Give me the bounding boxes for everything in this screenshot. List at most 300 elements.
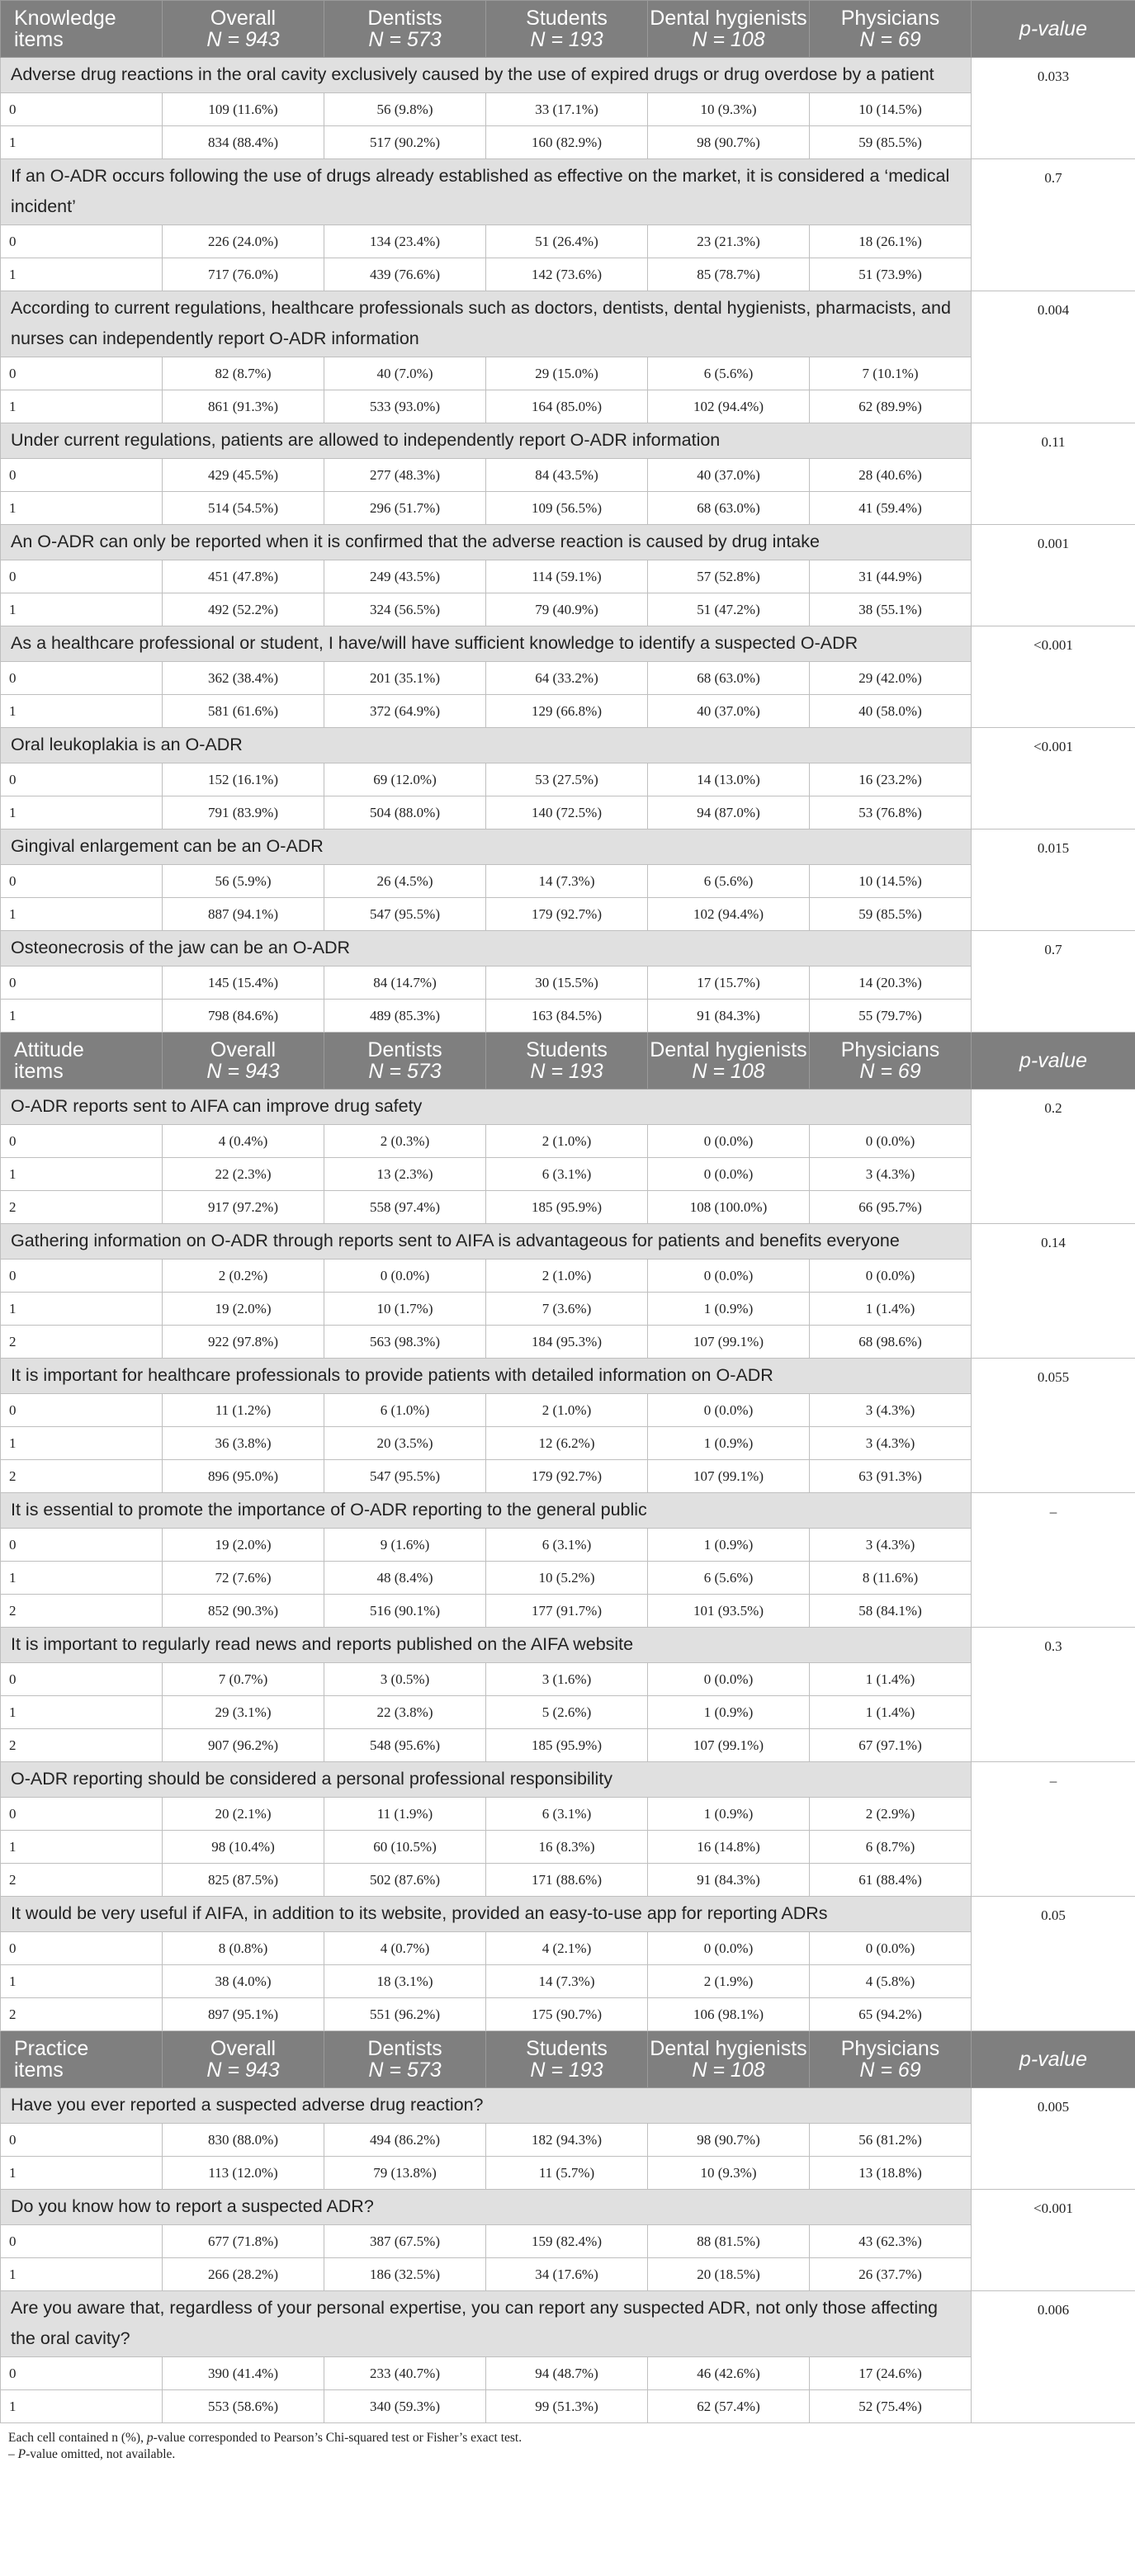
response-cell: 390 (41.4%)	[163, 2357, 324, 2390]
response-cell: 563 (98.3%)	[324, 1326, 486, 1359]
header-label: Students	[526, 2037, 608, 2060]
response-cell: 59 (85.5%)	[810, 126, 972, 159]
response-cell: 3 (4.3%)	[810, 1427, 972, 1460]
response-cell: 159 (82.4%)	[486, 2225, 648, 2258]
header-n: N = 108	[692, 1060, 765, 1083]
response-cell: 504 (88.0%)	[324, 796, 486, 830]
response-cell: 226 (24.0%)	[163, 225, 324, 258]
header-label: Physicians	[840, 2037, 940, 2060]
response-cell: 548 (95.6%)	[324, 1729, 486, 1762]
response-cell: 5 (2.6%)	[486, 1696, 648, 1729]
response-cell: 4 (0.4%)	[163, 1125, 324, 1158]
question-text: It is important to regularly read news and reports published on the AIFA website	[1, 1628, 972, 1663]
question-text: Have you ever reported a suspected adverse drug reaction?	[1, 2088, 972, 2124]
header-n: N = 69	[859, 28, 921, 51]
response-level: 0	[1, 967, 163, 1000]
response-cell: 7 (3.6%)	[486, 1293, 648, 1326]
response-cell: 907 (96.2%)	[163, 1729, 324, 1762]
response-cell: 558 (97.4%)	[324, 1191, 486, 1224]
response-cell: 1 (1.4%)	[810, 1293, 972, 1326]
header-n: N = 108	[692, 28, 765, 51]
response-cell: 66 (95.7%)	[810, 1191, 972, 1224]
response-cell: 6 (5.6%)	[648, 357, 810, 390]
question-text: If an O-ADR occurs following the use of drugs already established as effective on the market, it is considered a ‘medical incident’	[1, 159, 972, 225]
response-cell: 58 (84.1%)	[810, 1595, 972, 1628]
question-row	[1, 2190, 1135, 2225]
response-cell: 551 (96.2%)	[324, 1998, 486, 2031]
response-cell: 677 (71.8%)	[163, 2225, 324, 2258]
question-text: Adverse drug reactions in the oral cavity exclusively caused by the use of expired drugs or drug overdose by a patient	[1, 58, 972, 93]
header-col-students	[486, 1, 648, 58]
response-cell: 16 (14.8%)	[648, 1831, 810, 1864]
header-col-physicians	[810, 2031, 972, 2088]
response-cell: 64 (33.2%)	[486, 662, 648, 695]
response-cell: 1 (1.4%)	[810, 1696, 972, 1729]
response-row	[1, 1864, 1135, 1897]
header-n: N = 943	[206, 28, 280, 51]
table-body	[1, 1, 1135, 2423]
response-cell: 67 (97.1%)	[810, 1729, 972, 1762]
response-level: 0	[1, 459, 163, 492]
response-cell: 184 (95.3%)	[486, 1326, 648, 1359]
response-cell: 40 (37.0%)	[648, 459, 810, 492]
response-cell: 4 (5.8%)	[810, 1965, 972, 1998]
response-level: 1	[1, 1965, 163, 1998]
response-cell: 717 (76.0%)	[163, 258, 324, 291]
response-cell: 164 (85.0%)	[486, 390, 648, 423]
response-cell: 4 (0.7%)	[324, 1932, 486, 1965]
response-cell: 1 (0.9%)	[648, 1798, 810, 1831]
response-row	[1, 1562, 1135, 1595]
response-cell: 296 (51.7%)	[324, 492, 486, 525]
header-label: Dental hygienists	[650, 1038, 807, 1061]
response-cell: 29 (3.1%)	[163, 1696, 324, 1729]
header-col-students	[486, 2031, 648, 2088]
header-label: Overall	[210, 2037, 277, 2060]
question-text: Gingival enlargement can be an O-ADR	[1, 830, 972, 865]
response-level: 0	[1, 2357, 163, 2390]
response-cell: 94 (87.0%)	[648, 796, 810, 830]
response-cell: 362 (38.4%)	[163, 662, 324, 695]
response-cell: 22 (3.8%)	[324, 1696, 486, 1729]
question-text: Oral leukoplakia is an O-ADR	[1, 728, 972, 763]
response-cell: 102 (94.4%)	[648, 898, 810, 931]
response-cell: 8 (11.6%)	[810, 1562, 972, 1595]
question-row	[1, 1359, 1135, 1394]
header-label: Overall	[210, 1038, 277, 1061]
question-p-value: 0.033	[972, 58, 1135, 159]
response-row	[1, 459, 1135, 492]
response-cell: 51 (47.2%)	[648, 593, 810, 626]
response-level: 2	[1, 1864, 163, 1897]
response-cell: 12 (6.2%)	[486, 1427, 648, 1460]
question-row	[1, 1224, 1135, 1260]
section-title	[1, 1033, 163, 1089]
question-p-value: <0.001	[972, 728, 1135, 830]
response-cell: 19 (2.0%)	[163, 1293, 324, 1326]
response-row	[1, 2390, 1135, 2423]
response-row	[1, 357, 1135, 390]
header-n: N = 943	[206, 2058, 280, 2082]
header-col-overall	[163, 1033, 324, 1089]
response-cell: 56 (9.8%)	[324, 93, 486, 126]
response-cell: 84 (43.5%)	[486, 459, 648, 492]
response-cell: 439 (76.6%)	[324, 258, 486, 291]
response-cell: 107 (99.1%)	[648, 1460, 810, 1493]
response-row	[1, 1000, 1135, 1033]
response-row	[1, 1125, 1135, 1158]
response-cell: 19 (2.0%)	[163, 1529, 324, 1562]
response-row	[1, 1595, 1135, 1628]
header-col-overall	[163, 2031, 324, 2088]
header-label: Dentists	[367, 7, 442, 30]
response-row	[1, 1427, 1135, 1460]
response-row	[1, 967, 1135, 1000]
header-p-value: p-value	[972, 1033, 1135, 1089]
question-p-value: 0.006	[972, 2291, 1135, 2423]
response-cell: 324 (56.5%)	[324, 593, 486, 626]
response-cell: 249 (43.5%)	[324, 560, 486, 593]
response-row	[1, 1965, 1135, 1998]
header-n: N = 573	[368, 1060, 442, 1083]
response-cell: 547 (95.5%)	[324, 898, 486, 931]
response-cell: 9 (1.6%)	[324, 1529, 486, 1562]
response-row	[1, 492, 1135, 525]
response-cell: 14 (20.3%)	[810, 967, 972, 1000]
question-text: It is essential to promote the importance of O-ADR reporting to the general public	[1, 1493, 972, 1529]
response-row	[1, 1191, 1135, 1224]
response-cell: 109 (56.5%)	[486, 492, 648, 525]
response-cell: 0 (0.0%)	[648, 1260, 810, 1293]
response-level: 0	[1, 1798, 163, 1831]
response-cell: 94 (48.7%)	[486, 2357, 648, 2390]
question-p-value: 0.004	[972, 291, 1135, 423]
response-cell: 177 (91.7%)	[486, 1595, 648, 1628]
response-cell: 340 (59.3%)	[324, 2390, 486, 2423]
response-level: 1	[1, 2157, 163, 2190]
response-cell: 8 (0.8%)	[163, 1932, 324, 1965]
response-cell: 160 (82.9%)	[486, 126, 648, 159]
response-cell: 43 (62.3%)	[810, 2225, 972, 2258]
response-cell: 22 (2.3%)	[163, 1158, 324, 1191]
header-label: Physicians	[840, 1038, 940, 1061]
response-cell: 108 (100.0%)	[648, 1191, 810, 1224]
header-col-physicians	[810, 1, 972, 58]
response-row	[1, 2258, 1135, 2291]
question-p-value: 0.005	[972, 2088, 1135, 2190]
response-cell: 11 (1.9%)	[324, 1798, 486, 1831]
response-cell: 140 (72.5%)	[486, 796, 648, 830]
response-cell: 533 (93.0%)	[324, 390, 486, 423]
response-cell: 825 (87.5%)	[163, 1864, 324, 1897]
header-label: Dental hygienists	[650, 7, 807, 30]
response-cell: 17 (15.7%)	[648, 967, 810, 1000]
response-cell: 85 (78.7%)	[648, 258, 810, 291]
response-row	[1, 695, 1135, 728]
response-cell: 834 (88.4%)	[163, 126, 324, 159]
response-level: 1	[1, 1427, 163, 1460]
question-row	[1, 423, 1135, 459]
response-cell: 547 (95.5%)	[324, 1460, 486, 1493]
question-text: It would be very useful if AIFA, in addition to its website, provided an easy-to-use app for reporting ADRs	[1, 1897, 972, 1932]
question-p-value: 0.001	[972, 525, 1135, 626]
response-cell: 82 (8.7%)	[163, 357, 324, 390]
response-cell: 185 (95.9%)	[486, 1729, 648, 1762]
question-p-value: <0.001	[972, 2190, 1135, 2291]
response-cell: 233 (40.7%)	[324, 2357, 486, 2390]
question-row	[1, 931, 1135, 967]
response-cell: 113 (12.0%)	[163, 2157, 324, 2190]
header-p-value: p-value	[972, 2031, 1135, 2088]
table-footnotes	[0, 2423, 1135, 2463]
response-cell: 33 (17.1%)	[486, 93, 648, 126]
response-cell: 69 (12.0%)	[324, 763, 486, 796]
response-level: 2	[1, 1460, 163, 1493]
response-cell: 59 (85.5%)	[810, 898, 972, 931]
response-row	[1, 1260, 1135, 1293]
header-col-hygienists	[648, 1033, 810, 1089]
response-row	[1, 2357, 1135, 2390]
response-cell: 10 (9.3%)	[648, 93, 810, 126]
response-level: 1	[1, 1696, 163, 1729]
response-cell: 30 (15.5%)	[486, 967, 648, 1000]
response-cell: 6 (1.0%)	[324, 1394, 486, 1427]
response-cell: 2 (1.9%)	[648, 1965, 810, 1998]
response-cell: 163 (84.5%)	[486, 1000, 648, 1033]
response-level: 1	[1, 796, 163, 830]
response-cell: 56 (5.9%)	[163, 865, 324, 898]
question-text: Gathering information on O-ADR through reports sent to AIFA is advantageous for patients and benefits everyone	[1, 1224, 972, 1260]
response-cell: 14 (7.3%)	[486, 865, 648, 898]
response-cell: 372 (64.9%)	[324, 695, 486, 728]
response-cell: 1 (0.9%)	[648, 1696, 810, 1729]
response-cell: 102 (94.4%)	[648, 390, 810, 423]
question-p-value: 0.7	[972, 931, 1135, 1033]
header-label: Dentists	[367, 1038, 442, 1061]
response-level: 1	[1, 1562, 163, 1595]
question-text: O-ADR reporting should be considered a personal professional responsibility	[1, 1762, 972, 1798]
question-text: Do you know how to report a suspected ADR?	[1, 2190, 972, 2225]
response-cell: 0 (0.0%)	[648, 1125, 810, 1158]
response-cell: 88 (81.5%)	[648, 2225, 810, 2258]
response-cell: 60 (10.5%)	[324, 1831, 486, 1864]
response-cell: 11 (1.2%)	[163, 1394, 324, 1427]
response-cell: 887 (94.1%)	[163, 898, 324, 931]
response-cell: 134 (23.4%)	[324, 225, 486, 258]
response-cell: 186 (32.5%)	[324, 2258, 486, 2291]
response-row	[1, 2157, 1135, 2190]
response-level: 0	[1, 865, 163, 898]
response-cell: 489 (85.3%)	[324, 1000, 486, 1033]
response-level: 0	[1, 1529, 163, 1562]
response-cell: 91 (84.3%)	[648, 1000, 810, 1033]
response-cell: 52 (75.4%)	[810, 2390, 972, 2423]
response-cell: 10 (5.2%)	[486, 1562, 648, 1595]
response-cell: 3 (4.3%)	[810, 1529, 972, 1562]
section-header-row	[1, 2031, 1135, 2088]
response-cell: 0 (0.0%)	[648, 1394, 810, 1427]
response-cell: 7 (0.7%)	[163, 1663, 324, 1696]
response-cell: 36 (3.8%)	[163, 1427, 324, 1460]
section-title	[1, 2031, 163, 2088]
response-cell: 3 (4.3%)	[810, 1158, 972, 1191]
response-cell: 830 (88.0%)	[163, 2124, 324, 2157]
header-n: N = 193	[530, 1060, 603, 1083]
response-row	[1, 1932, 1135, 1965]
response-cell: 68 (63.0%)	[648, 492, 810, 525]
section-title-line1: Attitude	[14, 1038, 84, 1061]
response-cell: 57 (52.8%)	[648, 560, 810, 593]
header-col-hygienists	[648, 1, 810, 58]
header-col-dentists	[324, 1, 486, 58]
question-p-value: 0.05	[972, 1897, 1135, 2031]
response-cell: 492 (52.2%)	[163, 593, 324, 626]
question-row	[1, 830, 1135, 865]
response-cell: 553 (58.6%)	[163, 2390, 324, 2423]
response-level: 1	[1, 390, 163, 423]
question-text: As a healthcare professional or student, I have/will have sufficient knowledge to identify a suspected O-ADR	[1, 626, 972, 662]
response-cell: 179 (92.7%)	[486, 898, 648, 931]
section-title	[1, 1, 163, 58]
response-cell: 0 (0.0%)	[810, 1260, 972, 1293]
response-cell: 896 (95.0%)	[163, 1460, 324, 1493]
response-row	[1, 1394, 1135, 1427]
response-level: 2	[1, 1729, 163, 1762]
response-cell: 2 (1.0%)	[486, 1125, 648, 1158]
response-cell: 201 (35.1%)	[324, 662, 486, 695]
response-cell: 517 (90.2%)	[324, 126, 486, 159]
response-row	[1, 126, 1135, 159]
header-n: N = 943	[206, 1060, 280, 1083]
question-row	[1, 1089, 1135, 1125]
response-cell: 179 (92.7%)	[486, 1460, 648, 1493]
response-cell: 1 (0.9%)	[648, 1427, 810, 1460]
response-level: 0	[1, 2124, 163, 2157]
response-cell: 185 (95.9%)	[486, 1191, 648, 1224]
response-row	[1, 258, 1135, 291]
response-cell: 40 (58.0%)	[810, 695, 972, 728]
response-cell: 40 (7.0%)	[324, 357, 486, 390]
response-cell: 62 (57.4%)	[648, 2390, 810, 2423]
header-col-overall	[163, 1, 324, 58]
response-cell: 6 (5.6%)	[648, 865, 810, 898]
response-cell: 13 (18.8%)	[810, 2157, 972, 2190]
response-cell: 14 (13.0%)	[648, 763, 810, 796]
response-level: 0	[1, 1260, 163, 1293]
response-cell: 98 (90.7%)	[648, 2124, 810, 2157]
response-cell: 16 (8.3%)	[486, 1831, 648, 1864]
question-row	[1, 291, 1135, 357]
response-row	[1, 93, 1135, 126]
response-level: 1	[1, 492, 163, 525]
response-level: 0	[1, 560, 163, 593]
response-cell: 40 (37.0%)	[648, 695, 810, 728]
response-cell: 51 (26.4%)	[486, 225, 648, 258]
response-cell: 0 (0.0%)	[648, 1158, 810, 1191]
header-label: Students	[526, 1038, 608, 1061]
response-row	[1, 1326, 1135, 1359]
response-level: 1	[1, 126, 163, 159]
response-cell: 10 (14.5%)	[810, 93, 972, 126]
response-cell: 10 (1.7%)	[324, 1293, 486, 1326]
header-n: N = 193	[530, 28, 603, 51]
response-cell: 65 (94.2%)	[810, 1998, 972, 2031]
response-cell: 1 (0.9%)	[648, 1293, 810, 1326]
response-cell: 6 (3.1%)	[486, 1158, 648, 1191]
question-p-value: –	[972, 1493, 1135, 1628]
header-n: N = 108	[692, 2058, 765, 2082]
response-row	[1, 865, 1135, 898]
question-text: Osteonecrosis of the jaw can be an O-ADR	[1, 931, 972, 967]
section-header-row	[1, 1, 1135, 58]
response-cell: 61 (88.4%)	[810, 1864, 972, 1897]
response-level: 1	[1, 1831, 163, 1864]
response-cell: 34 (17.6%)	[486, 2258, 648, 2291]
header-p-value: p-value	[972, 1, 1135, 58]
response-row	[1, 796, 1135, 830]
response-cell: 514 (54.5%)	[163, 492, 324, 525]
response-cell: 114 (59.1%)	[486, 560, 648, 593]
question-text: According to current regulations, healthcare professionals such as doctors, dentists, dental hygienists, pharmacists, and nurses can independently report O-ADR information	[1, 291, 972, 357]
question-row	[1, 1897, 1135, 1932]
question-p-value: <0.001	[972, 626, 1135, 728]
section-header-row	[1, 1033, 1135, 1089]
question-row	[1, 728, 1135, 763]
response-row	[1, 225, 1135, 258]
response-cell: 6 (3.1%)	[486, 1798, 648, 1831]
footnote-1: Each cell contained n (%), p-value corresponded to Pearson’s Chi-squared test or Fisher’s exact test.	[8, 2431, 523, 2445]
response-cell: 53 (27.5%)	[486, 763, 648, 796]
response-cell: 6 (3.1%)	[486, 1529, 648, 1562]
header-label: Dentists	[367, 2037, 442, 2060]
response-row	[1, 2225, 1135, 2258]
response-cell: 175 (90.7%)	[486, 1998, 648, 2031]
response-cell: 1 (0.9%)	[648, 1529, 810, 1562]
response-cell: 861 (91.3%)	[163, 390, 324, 423]
response-row	[1, 390, 1135, 423]
response-row	[1, 1798, 1135, 1831]
question-p-value: 0.3	[972, 1628, 1135, 1762]
response-level: 2	[1, 1191, 163, 1224]
response-cell: 2 (0.2%)	[163, 1260, 324, 1293]
response-level: 0	[1, 662, 163, 695]
response-level: 0	[1, 1394, 163, 1427]
response-cell: 142 (73.6%)	[486, 258, 648, 291]
response-level: 1	[1, 2390, 163, 2423]
response-cell: 109 (11.6%)	[163, 93, 324, 126]
response-cell: 451 (47.8%)	[163, 560, 324, 593]
question-row	[1, 1762, 1135, 1798]
response-level: 2	[1, 1998, 163, 2031]
question-text: O-ADR reports sent to AIFA can improve drug safety	[1, 1089, 972, 1125]
response-cell: 56 (81.2%)	[810, 2124, 972, 2157]
header-label: Dental hygienists	[650, 2037, 807, 2060]
response-cell: 0 (0.0%)	[810, 1125, 972, 1158]
response-cell: 791 (83.9%)	[163, 796, 324, 830]
response-cell: 63 (91.3%)	[810, 1460, 972, 1493]
header-col-dentists	[324, 2031, 486, 2088]
question-row	[1, 1628, 1135, 1663]
question-text: It is important for healthcare professionals to provide patients with detailed information on O-ADR	[1, 1359, 972, 1394]
response-cell: 152 (16.1%)	[163, 763, 324, 796]
response-row	[1, 662, 1135, 695]
question-p-value: 0.14	[972, 1224, 1135, 1359]
response-level: 1	[1, 1293, 163, 1326]
response-row	[1, 1831, 1135, 1864]
header-n: N = 69	[859, 1060, 921, 1083]
response-level: 1	[1, 1000, 163, 1033]
header-label: Overall	[210, 7, 277, 30]
